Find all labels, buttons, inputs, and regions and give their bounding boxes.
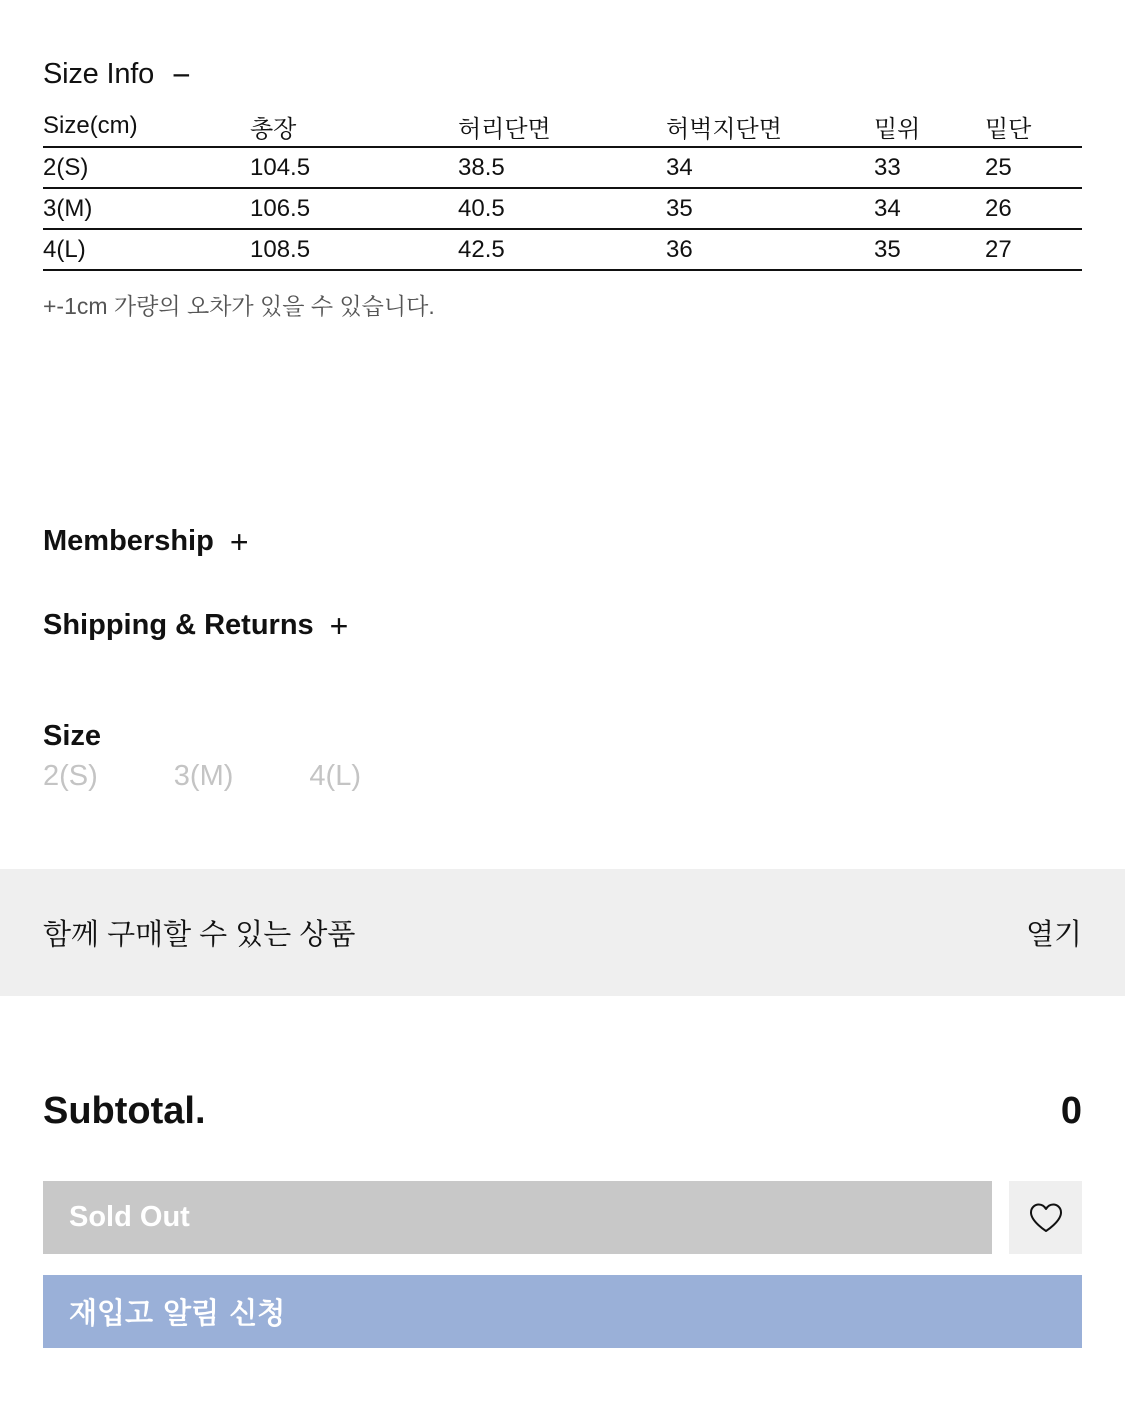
table-cell: 38.5: [458, 147, 666, 188]
table-row: [43, 229, 1082, 270]
table-cell: 34: [666, 147, 874, 188]
size-options: [43, 760, 361, 793]
heart-icon: [1028, 1202, 1064, 1234]
column-header: 밑위: [874, 106, 985, 147]
size-option-l[interactable]: 4(L): [309, 760, 361, 792]
column-header: 밑단: [985, 106, 1082, 147]
column-header: 허리단면: [458, 106, 666, 147]
table-cell: 33: [874, 147, 985, 188]
size-info-title: Size Info: [43, 58, 155, 90]
wishlist-button[interactable]: [1009, 1181, 1082, 1254]
sold-out-button[interactable]: Sold Out: [43, 1181, 992, 1254]
column-header: 허벅지단면: [666, 106, 874, 147]
size-tolerance-note: +-1cm 가량의 오차가 있을 수 있습니다.: [43, 293, 435, 319]
size-option-s[interactable]: 2(S): [43, 760, 98, 792]
shipping-returns-accordion[interactable]: [43, 609, 348, 642]
subtotal-label: Subtotal.: [43, 1090, 206, 1132]
table-cell: 108.5: [250, 229, 458, 270]
related-products-title: 함께 구매할 수 있는 상품: [43, 919, 356, 951]
table-cell: 42.5: [458, 229, 666, 270]
related-open-button[interactable]: 열기: [1025, 919, 1082, 951]
size-label: Size: [43, 720, 102, 752]
shipping-returns-title: Shipping & Returns: [43, 609, 314, 641]
table-cell: 35: [874, 229, 985, 270]
column-header: 총장: [250, 106, 458, 147]
subtotal-value: 0: [1060, 1090, 1082, 1132]
table-cell: 34: [874, 188, 985, 229]
table-cell: 26: [985, 188, 1082, 229]
column-header: Size(cm): [43, 106, 250, 147]
table-row: [43, 147, 1082, 188]
size-table: [43, 106, 1082, 271]
table-cell: 106.5: [250, 188, 458, 229]
size-option-m[interactable]: 3(M): [173, 760, 234, 792]
expand-icon[interactable]: +: [229, 523, 249, 560]
table-cell: 35: [666, 188, 874, 229]
size-info-header[interactable]: [43, 58, 191, 91]
membership-accordion[interactable]: [43, 525, 249, 558]
table-cell: 3(M): [43, 188, 250, 229]
table-cell: 40.5: [458, 188, 666, 229]
collapse-icon[interactable]: −: [172, 56, 191, 93]
table-cell: 25: [985, 147, 1082, 188]
expand-icon[interactable]: +: [329, 607, 349, 644]
table-header-row: [43, 106, 1082, 147]
table-cell: 36: [666, 229, 874, 270]
table-cell: 104.5: [250, 147, 458, 188]
restock-notify-button[interactable]: 재입고 알림 신청: [43, 1275, 1082, 1348]
table-cell: 2(S): [43, 147, 250, 188]
table-cell: 4(L): [43, 229, 250, 270]
table-row: [43, 188, 1082, 229]
membership-title: Membership: [43, 525, 214, 557]
related-products-bar[interactable]: [0, 869, 1125, 996]
table-cell: 27: [985, 229, 1082, 270]
